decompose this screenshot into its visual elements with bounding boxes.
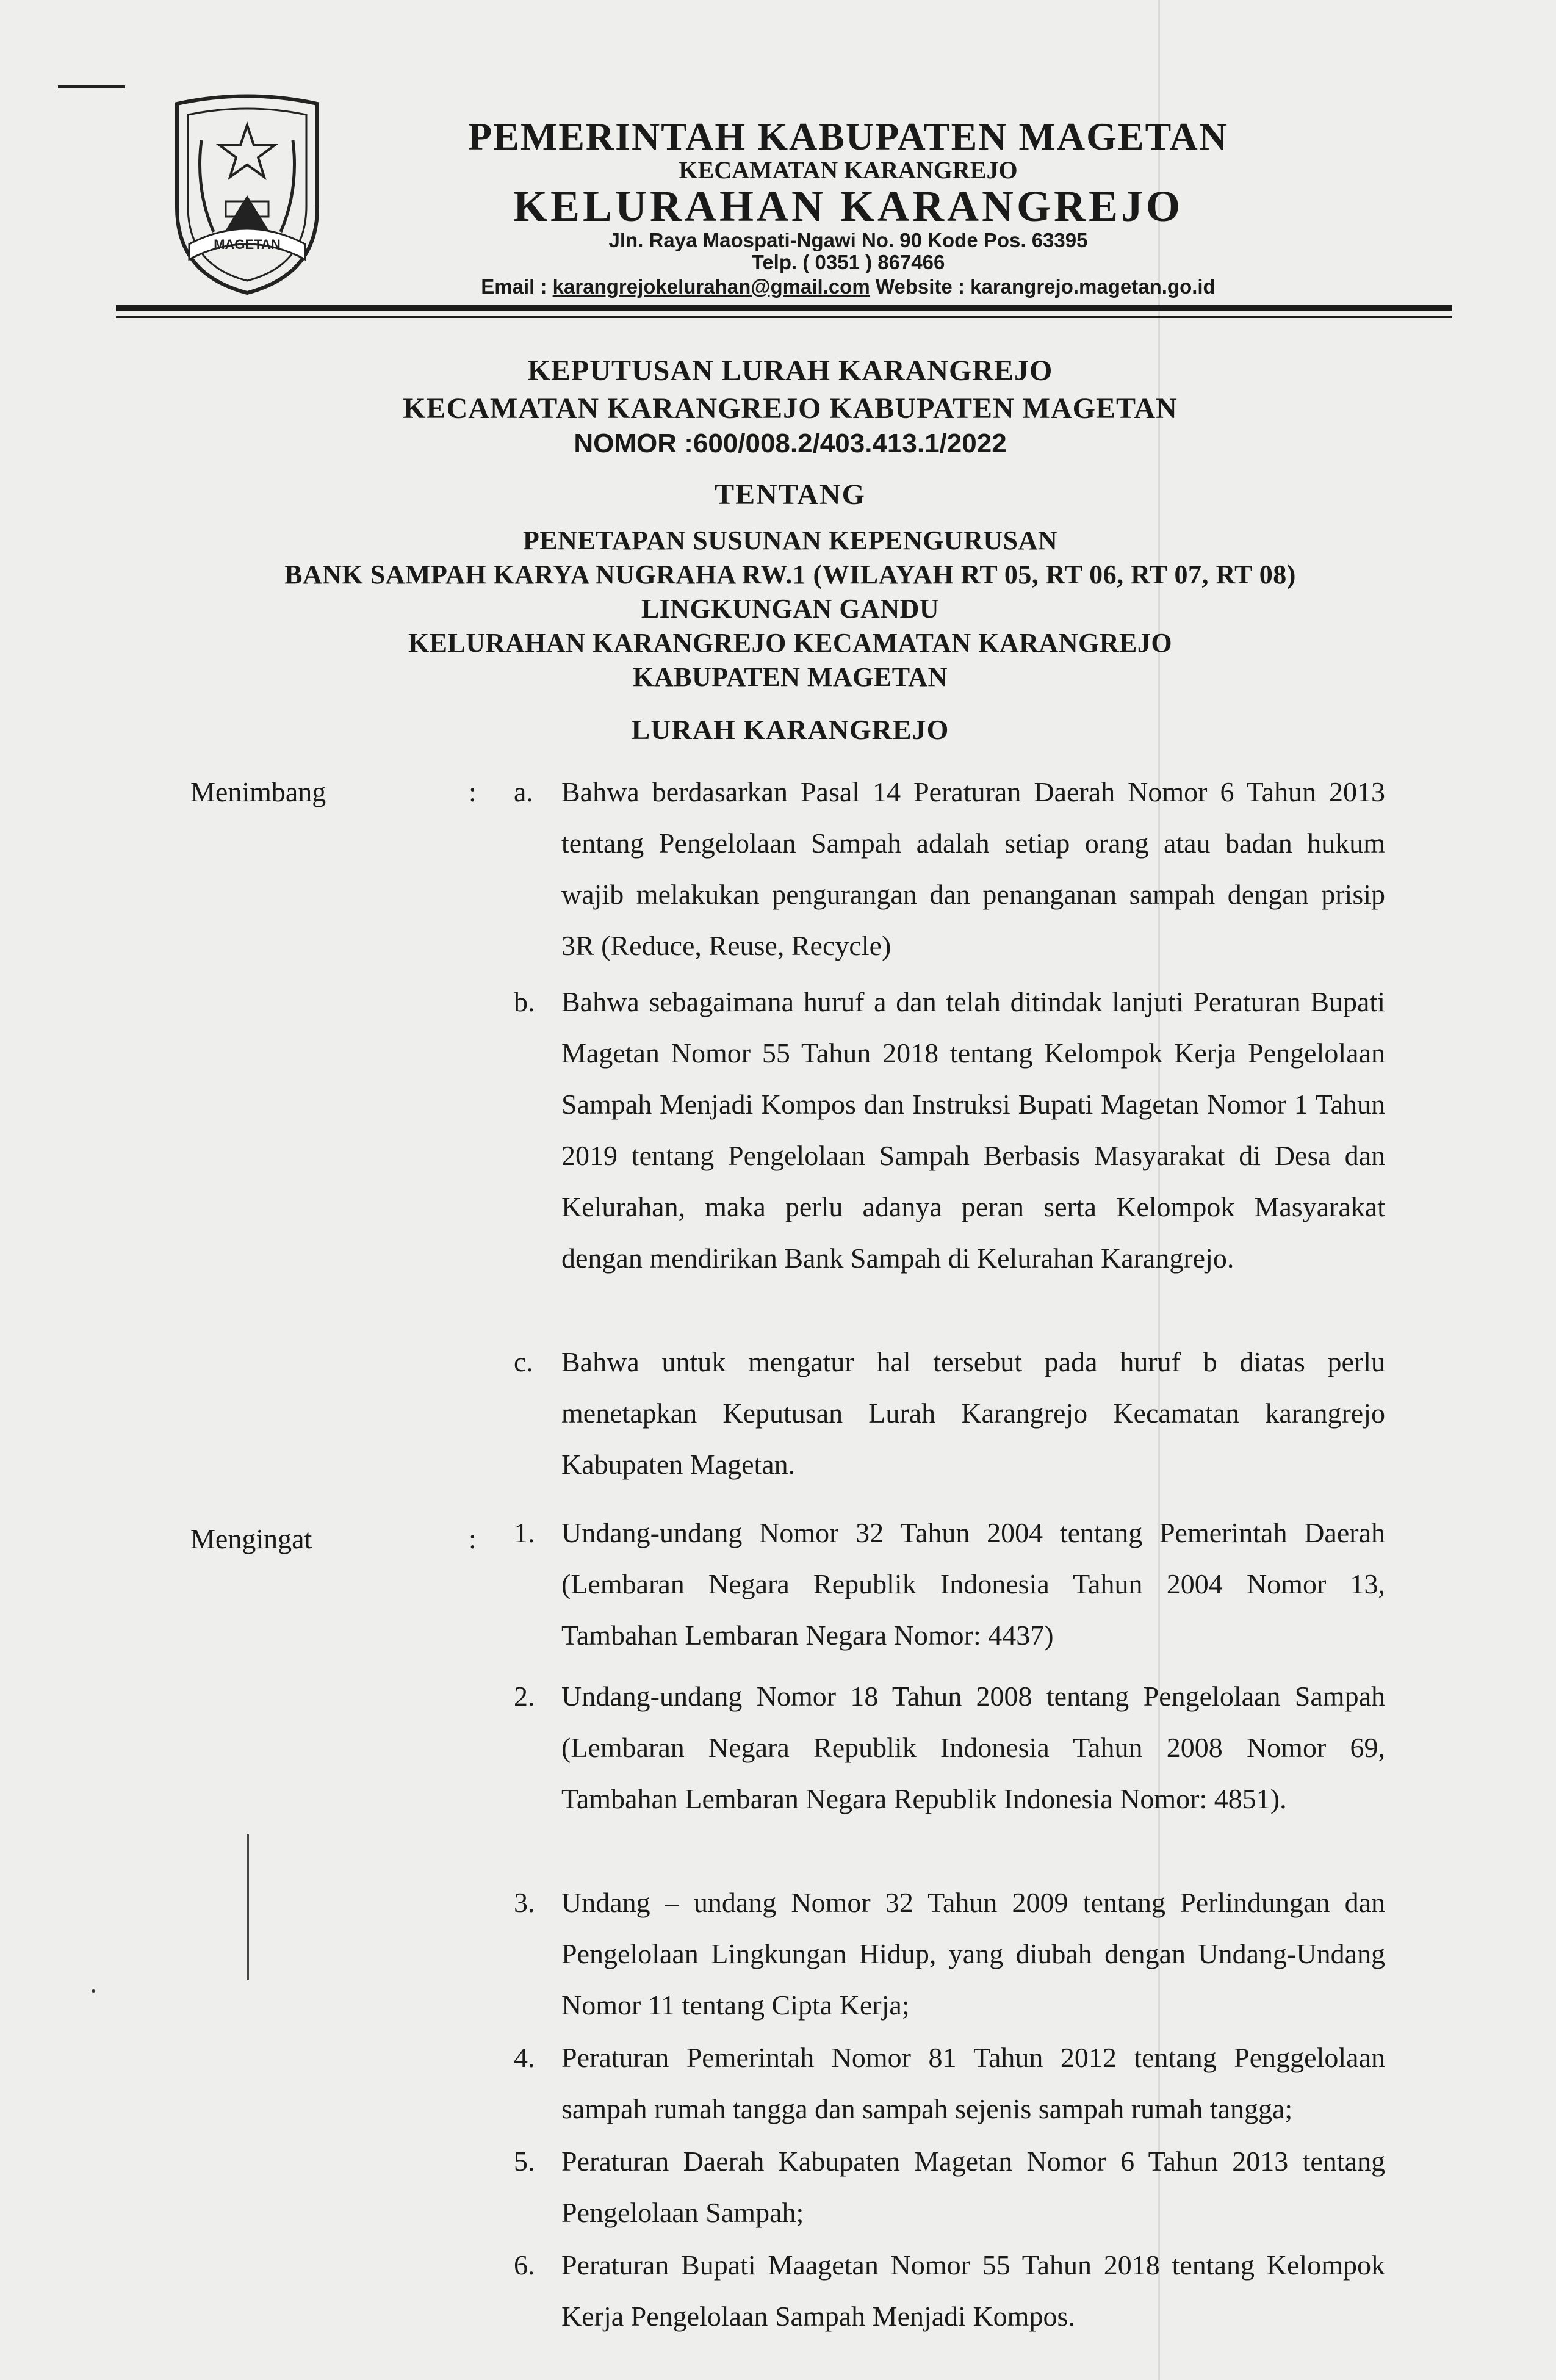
decision-subtitle: KECAMATAN KARANGREJO KABUPATEN MAGETAN (403, 392, 1178, 425)
mengingat-item: Undang – undang Nomor 32 Tahun 2009 tentang Perlindungan dan Pengelolaan Lingkungan Hidup, yang diubah dengan Undang-Undang Nomor 11 tentang Cipta Kerja; (561, 1887, 1385, 2021)
subject-line: PENETAPAN SUSUNAN KEPENGURUSAN (522, 525, 1058, 555)
menimbang-item: Bahwa untuk mengatur hal tersebut pada huruf b diatas perlu menetapkan Keputusan Lurah Karangrejo Kecamatan karangrejo Kabupaten Magetan. (561, 1346, 1385, 1480)
decision-subject (140, 524, 1440, 694)
subject-line: BANK SAMPAH KARYA NUGRAHA RW.1 (WILAYAH RT 05, RT 06, RT 07, RT 08) (284, 560, 1296, 590)
email-label: Email : (481, 275, 547, 298)
about-heading: TENTANG (715, 478, 866, 511)
mengingat-item: Peraturan Bupati Maagetan Nomor 55 Tahun 2018 tentang Kelompok Kerja Pengelolaan Sampah Menjadi Kompos. (561, 2249, 1385, 2332)
decision-number: NOMOR :600/008.2/403.413.1/2022 (574, 428, 1007, 458)
menimbang-item: Bahwa sebagaimana huruf a dan telah ditindak lanjuti Peraturan Bupati Magetan Nomor 55 Tahun 2018 tentang Kelompok Kerja Pengelolaan Sampah Menjadi Kompos dan Instruksi Bupati Magetan Nomor 1 Tahun 2019 tentang Pengelolaan Sampah Berbasis Masyarakat di Desa dan Kelurahan, maka perlu adanya peran serta Kelompok Masyarakat dengan mendirikan Bank Sampah di Kelurahan Karangrejo. (561, 986, 1385, 1274)
scan-dot (92, 1989, 95, 1993)
list-marker: c. (514, 1346, 533, 1377)
mengingat-colon: : (469, 1523, 477, 1554)
menimbang-colon: : (469, 776, 477, 807)
crest-label: MAGETAN (214, 237, 281, 252)
letterhead (342, 116, 1355, 299)
list-marker: 2. (514, 1681, 535, 1712)
list-marker: 1. (514, 1517, 535, 1548)
contact-line (342, 275, 1355, 299)
mengingat-item: Peraturan Pemerintah Nomor 81 Tahun 2012 tentang Penggelolaan sampah rumah tangga dan sampah sejenis sampah rumah tangga; (561, 2042, 1385, 2124)
official-heading: LURAH KARANGREJO (631, 714, 949, 745)
village-name: KELURAHAN KARANGREJO (513, 182, 1184, 231)
decision-title: KEPUTUSAN LURAH KARANGREJO (527, 355, 1053, 387)
letterhead-rule-thick (116, 305, 1452, 311)
menimbang-item: Bahwa berdasarkan Pasal 14 Peraturan Daerah Nomor 6 Tahun 2013 tentang Pengelolaan Sampah adalah setiap orang atau badan hukum wajib melakukan pengurangan dan penanganan sampah dengan prisip 3R (Reduce, Reuse, Recycle) (561, 776, 1385, 961)
mengingat-label: Mengingat (190, 1523, 312, 1554)
list-marker: b. (514, 986, 535, 1017)
letterhead-rule-thin (116, 316, 1452, 318)
list-marker: 4. (514, 2042, 535, 2073)
list-marker: 6. (514, 2249, 535, 2281)
list-marker: 3. (514, 1887, 535, 1918)
menimbang-label: Menimbang (190, 776, 326, 807)
subject-line: LINGKUNGAN GANDU (641, 594, 940, 624)
mengingat-item: Undang-undang Nomor 18 Tahun 2008 tentang Pengelolaan Sampah (Lembaran Negara Republik Indonesia Tahun 2008 Nomor 69, Tambahan Lembaran Negara Republik Indonesia Nomor: 4851). (561, 1681, 1385, 1814)
mengingat-item: Undang-undang Nomor 32 Tahun 2004 tentang Pemerintah Daerah (Lembaran Negara Republik Indonesia Tahun 2004 Nomor 13, Tambahan Lembaran Negara Nomor: 4437) (561, 1517, 1385, 1651)
website-link[interactable]: karangrejo.magetan.go.id (970, 275, 1216, 298)
office-phone: Telp. ( 0351 ) 867466 (751, 251, 945, 273)
subject-line: KABUPATEN MAGETAN (633, 662, 948, 692)
district-name: KECAMATAN KARANGREJO (679, 156, 1018, 184)
website-label: Website : (875, 275, 965, 298)
list-marker: 5. (514, 2146, 535, 2177)
top-dash-mark (58, 85, 125, 88)
mengingat-item: Peraturan Daerah Kabupaten Magetan Nomor 6 Tahun 2013 tentang Pengelolaan Sampah; (561, 2146, 1385, 2228)
government-name: PEMERINTAH KABUPATEN MAGETAN (468, 115, 1228, 158)
margin-mark (247, 1834, 249, 1980)
magetan-crest-icon (165, 92, 330, 299)
subject-line: KELURAHAN KARANGREJO KECAMATAN KARANGREJO (408, 628, 1173, 658)
email-link[interactable]: karangrejokelurahan@gmail.com (552, 275, 870, 298)
list-marker: a. (514, 776, 533, 807)
office-address: Jln. Raya Maospati-Ngawi No. 90 Kode Pos. 63395 (608, 229, 1088, 251)
